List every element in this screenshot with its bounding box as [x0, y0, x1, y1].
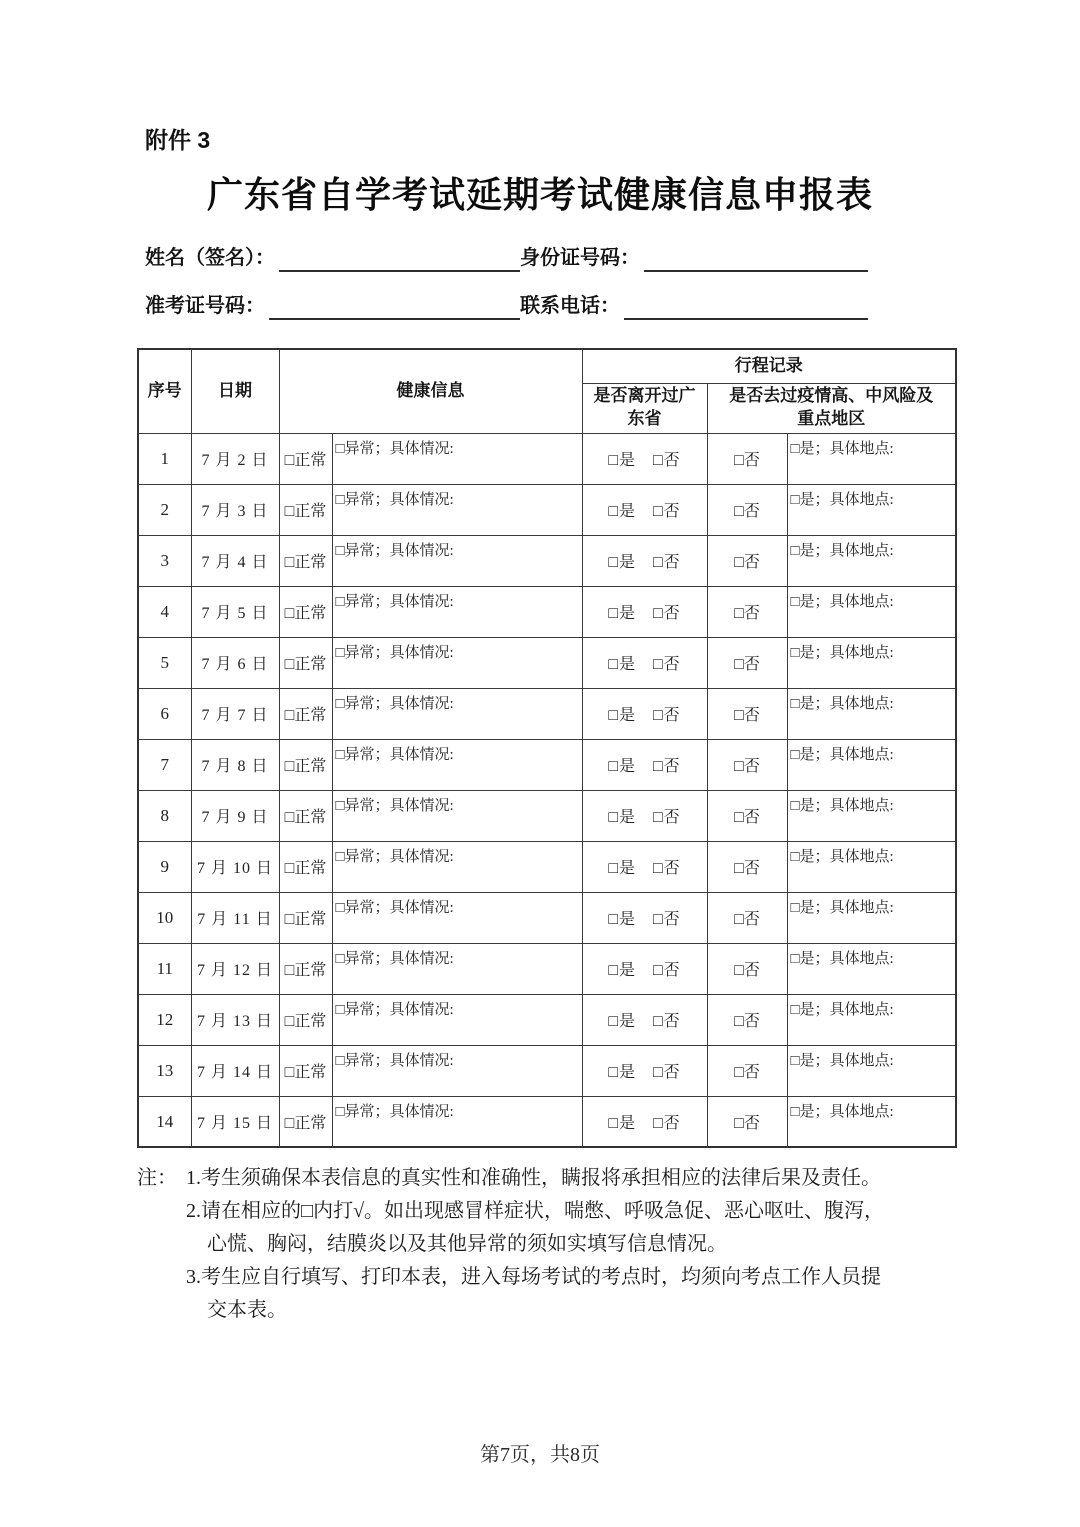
exam-ticket-blank[interactable] [269, 299, 520, 321]
attachment-label: 附件 3 [145, 127, 211, 153]
risk-yes-location-cell[interactable]: □是；具体地点: [787, 535, 956, 586]
risk-yes-location-cell[interactable]: □是；具体地点: [787, 433, 956, 484]
page-title: 广东省自学考试延期考试健康信息申报表 [206, 174, 873, 216]
table-row [138, 739, 956, 790]
table-row [138, 892, 956, 943]
risk-no-checkbox-cell[interactable]: □否 [707, 943, 787, 994]
header-serial: 序号 [138, 349, 191, 433]
normal-checkbox-cell[interactable]: □正常 [279, 943, 332, 994]
risk-no-checkbox-cell[interactable]: □否 [707, 688, 787, 739]
table-row [138, 943, 956, 994]
ticket-field [145, 293, 520, 320]
leave-guangdong-options-cell[interactable]: □是 □否 [582, 943, 707, 994]
exam-ticket-label: 准考证号码： [145, 295, 265, 318]
serial-cell: 11 [138, 943, 191, 994]
risk-yes-location-cell[interactable]: □是；具体地点: [787, 688, 956, 739]
abnormal-checkbox-cell[interactable]: □异常；具体情况: [332, 535, 582, 586]
risk-no-checkbox-cell[interactable]: □否 [707, 1045, 787, 1096]
phone-label: 联系电话： [520, 295, 620, 318]
date-cell: 7 月 11 日 [191, 892, 279, 943]
page-number: 第7页，共8页 [480, 1444, 600, 1466]
leave-guangdong-options-cell[interactable]: □是 □否 [582, 586, 707, 637]
note-line: 心慌、胸闷，结膜炎以及其他异常的须如实填写信息情况。 [207, 1233, 727, 1256]
risk-no-checkbox-cell[interactable]: □否 [707, 535, 787, 586]
serial-cell: 13 [138, 1045, 191, 1096]
risk-yes-location-cell[interactable]: □是；具体地点: [787, 1045, 956, 1096]
id-number-label: 身份证号码： [520, 247, 640, 270]
date-cell: 7 月 14 日 [191, 1045, 279, 1096]
risk-no-checkbox-cell[interactable]: □否 [707, 841, 787, 892]
abnormal-checkbox-cell[interactable]: □异常；具体情况: [332, 433, 582, 484]
phone-field [520, 293, 868, 320]
serial-cell: 1 [138, 433, 191, 484]
date-cell: 7 月 7 日 [191, 688, 279, 739]
date-cell: 7 月 13 日 [191, 994, 279, 1045]
normal-checkbox-cell[interactable]: □正常 [279, 1045, 332, 1096]
date-cell: 7 月 2 日 [191, 433, 279, 484]
header-date: 日期 [191, 349, 279, 433]
risk-yes-location-cell[interactable]: □是；具体地点: [787, 586, 956, 637]
risk-no-checkbox-cell[interactable]: □否 [707, 994, 787, 1045]
normal-checkbox-cell[interactable]: □正常 [279, 841, 332, 892]
date-cell: 7 月 3 日 [191, 484, 279, 535]
normal-checkbox-cell[interactable]: □正常 [279, 739, 332, 790]
serial-cell: 10 [138, 892, 191, 943]
date-cell: 7 月 10 日 [191, 841, 279, 892]
table-row [138, 535, 956, 586]
leave-guangdong-options-cell[interactable]: □是 □否 [582, 892, 707, 943]
date-cell: 7 月 5 日 [191, 586, 279, 637]
normal-checkbox-cell[interactable]: □正常 [279, 688, 332, 739]
normal-checkbox-cell[interactable]: □正常 [279, 535, 332, 586]
risk-no-checkbox-cell[interactable]: □否 [707, 790, 787, 841]
serial-cell: 6 [138, 688, 191, 739]
abnormal-checkbox-cell[interactable]: □异常；具体情况: [332, 892, 582, 943]
risk-no-checkbox-cell[interactable]: □否 [707, 433, 787, 484]
abnormal-checkbox-cell[interactable]: □异常；具体情况: [332, 994, 582, 1045]
leave-guangdong-options-cell[interactable]: □是 □否 [582, 535, 707, 586]
name-signature-blank[interactable] [279, 251, 520, 273]
leave-guangdong-options-cell[interactable]: □是 □否 [582, 841, 707, 892]
normal-checkbox-cell[interactable]: □正常 [279, 892, 332, 943]
note-line: 3.考生应自行填写、打印本表，进入每场考试的考点时，均须向考点工作人员提 [186, 1266, 881, 1289]
normal-checkbox-cell[interactable]: □正常 [279, 790, 332, 841]
normal-checkbox-cell[interactable]: □正常 [279, 433, 332, 484]
abnormal-checkbox-cell[interactable]: □异常；具体情况: [332, 943, 582, 994]
header-health-info: 健康信息 [279, 349, 582, 433]
name-field [145, 245, 520, 272]
table-row [138, 1096, 956, 1147]
serial-cell: 9 [138, 841, 191, 892]
abnormal-checkbox-cell[interactable]: □异常；具体情况: [332, 586, 582, 637]
risk-no-checkbox-cell[interactable]: □否 [707, 484, 787, 535]
table-row [138, 841, 956, 892]
serial-cell: 7 [138, 739, 191, 790]
normal-checkbox-cell[interactable]: □正常 [279, 586, 332, 637]
notes-section [137, 1162, 943, 1327]
risk-no-checkbox-cell[interactable]: □否 [707, 1096, 787, 1147]
risk-yes-location-cell[interactable]: □是；具体地点: [787, 841, 956, 892]
table-row [138, 586, 956, 637]
leave-guangdong-options-cell[interactable]: □是 □否 [582, 637, 707, 688]
serial-cell: 8 [138, 790, 191, 841]
risk-yes-location-cell[interactable]: □是；具体地点: [787, 943, 956, 994]
risk-no-checkbox-cell[interactable]: □否 [707, 637, 787, 688]
serial-cell: 14 [138, 1096, 191, 1147]
leave-guangdong-options-cell[interactable]: □是 □否 [582, 688, 707, 739]
notes-lines [186, 1162, 943, 1327]
id-field [520, 245, 868, 272]
header-leave-guangdong: 是否离开过广东省 [582, 383, 707, 433]
header-travel-record: 行程记录 [582, 349, 956, 383]
date-cell: 7 月 6 日 [191, 637, 279, 688]
normal-checkbox-cell[interactable]: □正常 [279, 994, 332, 1045]
table-row [138, 688, 956, 739]
date-cell: 7 月 15 日 [191, 1096, 279, 1147]
abnormal-checkbox-cell[interactable]: □异常；具体情况: [332, 637, 582, 688]
risk-no-checkbox-cell[interactable]: □否 [707, 586, 787, 637]
abnormal-checkbox-cell[interactable]: □异常；具体情况: [332, 739, 582, 790]
normal-checkbox-cell[interactable]: □正常 [279, 637, 332, 688]
normal-checkbox-cell[interactable]: □正常 [279, 484, 332, 535]
date-cell: 7 月 4 日 [191, 535, 279, 586]
leave-guangdong-options-cell[interactable]: □是 □否 [582, 739, 707, 790]
risk-no-checkbox-cell[interactable]: □否 [707, 739, 787, 790]
note-line: 1.考生须确保本表信息的真实性和准确性，瞒报将承担相应的法律后果及责任。 [186, 1167, 881, 1190]
table-row [138, 790, 956, 841]
risk-yes-location-cell[interactable]: □是；具体地点: [787, 1096, 956, 1147]
leave-guangdong-options-cell[interactable]: □是 □否 [582, 1096, 707, 1147]
leave-guangdong-options-cell[interactable]: □是 □否 [582, 484, 707, 535]
health-declaration-table [137, 348, 957, 1148]
risk-yes-location-cell[interactable]: □是；具体地点: [787, 637, 956, 688]
table-row [138, 637, 956, 688]
risk-no-checkbox-cell[interactable]: □否 [707, 892, 787, 943]
phone-blank[interactable] [624, 299, 868, 321]
risk-yes-location-cell[interactable]: □是；具体地点: [787, 994, 956, 1045]
leave-guangdong-options-cell[interactable]: □是 □否 [582, 1045, 707, 1096]
serial-cell: 4 [138, 586, 191, 637]
leave-guangdong-options-cell[interactable]: □是 □否 [582, 433, 707, 484]
serial-cell: 2 [138, 484, 191, 535]
date-cell: 7 月 8 日 [191, 739, 279, 790]
table-row [138, 1045, 956, 1096]
leave-guangdong-options-cell[interactable]: □是 □否 [582, 994, 707, 1045]
header-risk-area: 是否去过疫情高、中风险及重点地区 [707, 383, 956, 433]
abnormal-checkbox-cell[interactable]: □异常；具体情况: [332, 841, 582, 892]
name-signature-label: 姓名（签名）： [145, 247, 275, 270]
date-cell: 7 月 12 日 [191, 943, 279, 994]
abnormal-checkbox-cell[interactable]: □异常；具体情况: [332, 484, 582, 535]
abnormal-checkbox-cell[interactable]: □异常；具体情况: [332, 790, 582, 841]
table-row [138, 484, 956, 535]
date-cell: 7 月 9 日 [191, 790, 279, 841]
table-row [138, 994, 956, 1045]
serial-cell: 12 [138, 994, 191, 1045]
abnormal-checkbox-cell[interactable]: □异常；具体情况: [332, 688, 582, 739]
field-row-1 [145, 245, 935, 272]
leave-guangdong-options-cell[interactable]: □是 □否 [582, 790, 707, 841]
risk-yes-location-cell[interactable]: □是；具体地点: [787, 484, 956, 535]
abnormal-checkbox-cell[interactable]: □异常；具体情况: [332, 1096, 582, 1147]
risk-yes-location-cell[interactable]: □是；具体地点: [787, 892, 956, 943]
notes-prefix: 注： [137, 1167, 177, 1190]
note-line: 交本表。 [207, 1299, 287, 1322]
risk-yes-location-cell[interactable]: □是；具体地点: [787, 739, 956, 790]
health-table-body [138, 433, 956, 1147]
normal-checkbox-cell[interactable]: □正常 [279, 1096, 332, 1147]
risk-yes-location-cell[interactable]: □是；具体地点: [787, 790, 956, 841]
table-row [138, 433, 956, 484]
serial-cell: 3 [138, 535, 191, 586]
abnormal-checkbox-cell[interactable]: □异常；具体情况: [332, 1045, 582, 1096]
id-number-blank[interactable] [644, 251, 868, 273]
note-line: 2.请在相应的□内打√。如出现感冒样症状，喘憋、呼吸急促、恶心呕吐、腹泻， [186, 1200, 885, 1223]
field-row-2 [145, 293, 935, 320]
serial-cell: 5 [138, 637, 191, 688]
